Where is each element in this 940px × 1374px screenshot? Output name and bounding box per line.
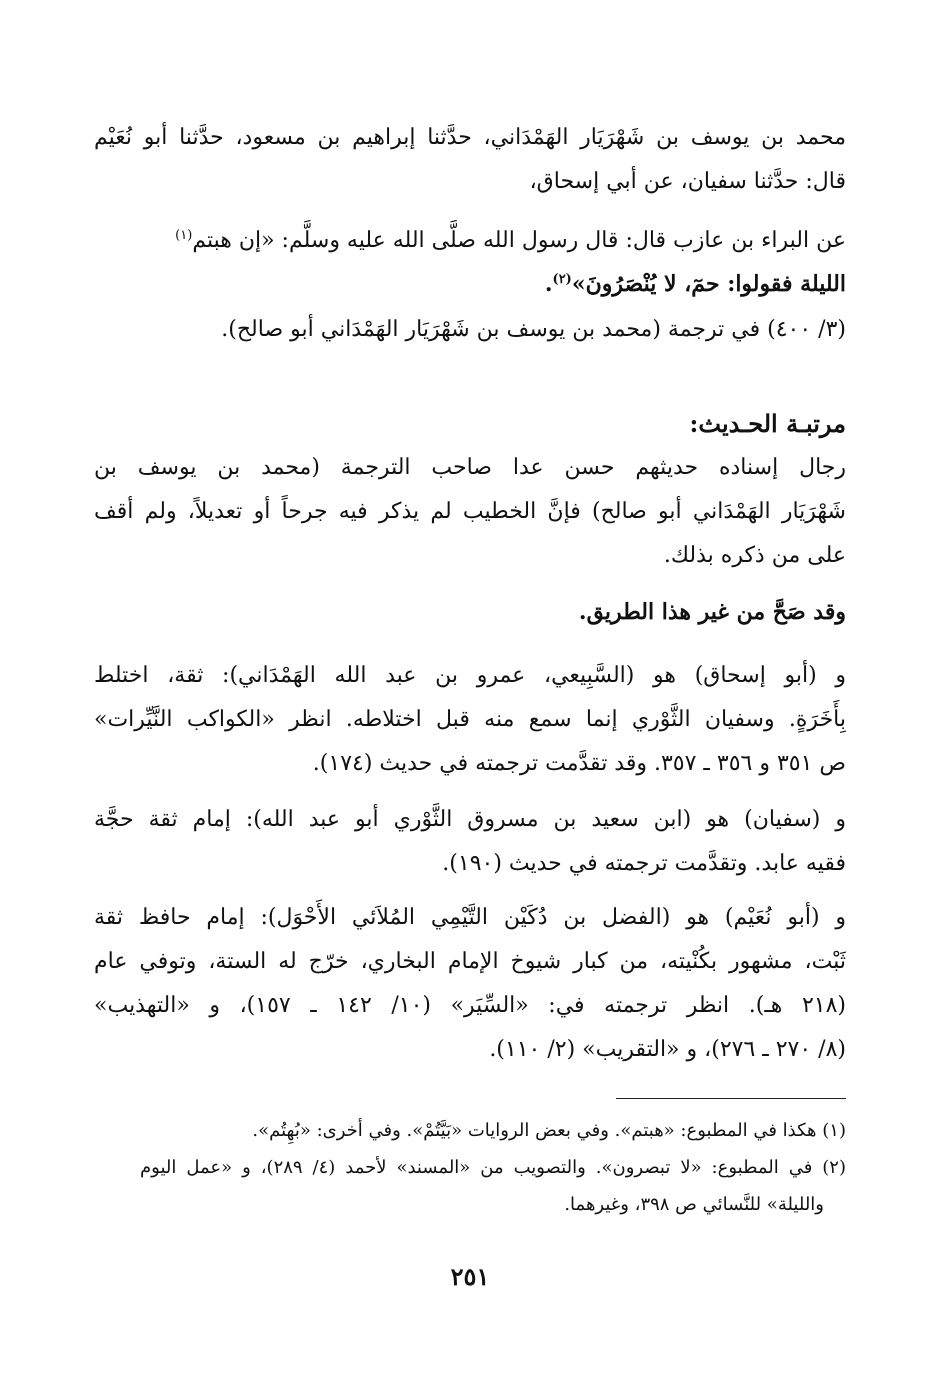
section-heading: مرتبـة الحـديث: (689, 409, 846, 438)
paragraph-line: شَهْرَيَار الهَمْدَاني أبو صالح) فإنَّ الخطيب لم يذكر فيه جرحاً أو تعديلاً، ولم أقف (94, 499, 846, 524)
paragraph-line: رجال إسناده حديثهم حسن عدا صاحب الترجمة (محمد بن يوسف بن (94, 455, 846, 480)
footnote-ref: (١) (175, 228, 193, 243)
paragraph-line: و (أبو إسحاق) هو (السَّبِيعي، عمرو بن عبد الله الهَمْدَاني): ثقة، اختلط (94, 663, 846, 688)
paragraph-line: (٨/ ٢٧٠ ـ ٢٧٦)، و «التقريب» (٢/ ١١٠). (489, 1037, 846, 1062)
footnotes (140, 1112, 846, 1223)
grading-paragraph-1 (94, 446, 846, 578)
paragraph-line: و (سفيان) هو (ابن سعيد بن مسروق الثَّوْري أبو عبد الله): إمام ثقة حجَّة (94, 807, 846, 832)
footnote-separator (616, 1098, 846, 1099)
grading-paragraph-2 (94, 590, 846, 634)
narrator-sufyan (94, 798, 846, 886)
isnad-line: قال: حدَّثنا سفيان، عن أبي إسحاق، (529, 169, 846, 194)
footnote-1: (١) هكذا في المطبوع: «هبتم». وفي بعض الروايات «بَيَّتُمْ». وفي أخرى: «بُهِتُم». (252, 1120, 846, 1141)
source-reference: (٣/ ٤٠٠) في ترجمة (محمد بن يوسف بن شَهْرَيَار الهَمْدَاني أبو صالح). (221, 317, 846, 342)
matn-end: . (544, 271, 553, 297)
page-number: ٢٥١ (450, 1262, 490, 1291)
paragraph-line: ثَبْت، مشهور بكُنْيته، من كبار شيوخ الإمام البخاري، خرّج له الستة، وتوفي عام (94, 949, 846, 974)
matn-text: الليلة فقولوا: حمٓ، لا يُنْصَرُونَ» (571, 271, 846, 297)
narrator-abu-ishaq (94, 654, 846, 786)
paragraph-line: على من ذكره بذلك. (663, 543, 846, 568)
paragraph-line: و (أبو نُعَيْم) هو (الفضل بن دُكَيْن التَّيْمِي المُلاَئي الأَحْوَل): إمام حافظ ثقة (94, 905, 846, 930)
isnad-line: محمد بن يوسف بن شَهْرَيَار الهَمْدَاني، حدَّثنا إبراهيم بن مسعود، حدَّثنا أبو نُعَيْم (94, 125, 846, 150)
narrator-abu-nuaym (94, 896, 846, 1072)
paragraph-line: ص ٣٥١ و ٣٥٦ ـ ٣٥٧. وقد تقدَّمت ترجمته في حديث (١٧٤). (312, 751, 846, 776)
paragraph-line: فقيه عابد. وتقدَّمت ترجمته في حديث (١٩٠). (442, 851, 846, 876)
paragraph-line: بِأَخَرَةٍ. وسفيان الثَّوْري إنما سمع منه قبل اختلاطه. انظر «الكواكب النَّيِّرات» (94, 707, 846, 732)
matn-line (94, 214, 846, 258)
footnote-2-continued: والليلة» للنَّسائي ص ٣٩٨، وغيرهما. (564, 1194, 824, 1215)
isnad-paragraph (94, 116, 846, 204)
paragraph-line: وقد صَحَّ من غير هذا الطريق. (578, 599, 846, 625)
paragraph-line: (٢١٨ هـ). انظر ترجمته في: «السِّيَر» (١٠/ ١٤٢ ـ ١٥٧)، و «التهذيب» (94, 993, 846, 1018)
matn-line (94, 258, 846, 302)
matn-text: عن البراء بن عازب قال: قال رسول الله صلَّى الله عليه وسلَّم: «إن هبتم (192, 228, 846, 253)
footnote-ref: (٢) (552, 272, 572, 287)
footnote-2: (٢) في المطبوع: «لا تبصرون». والتصويب من «المسند» لأحمد (٤/ ٢٨٩)، و «عمل اليوم (140, 1157, 846, 1178)
hadith-matn (94, 214, 846, 352)
